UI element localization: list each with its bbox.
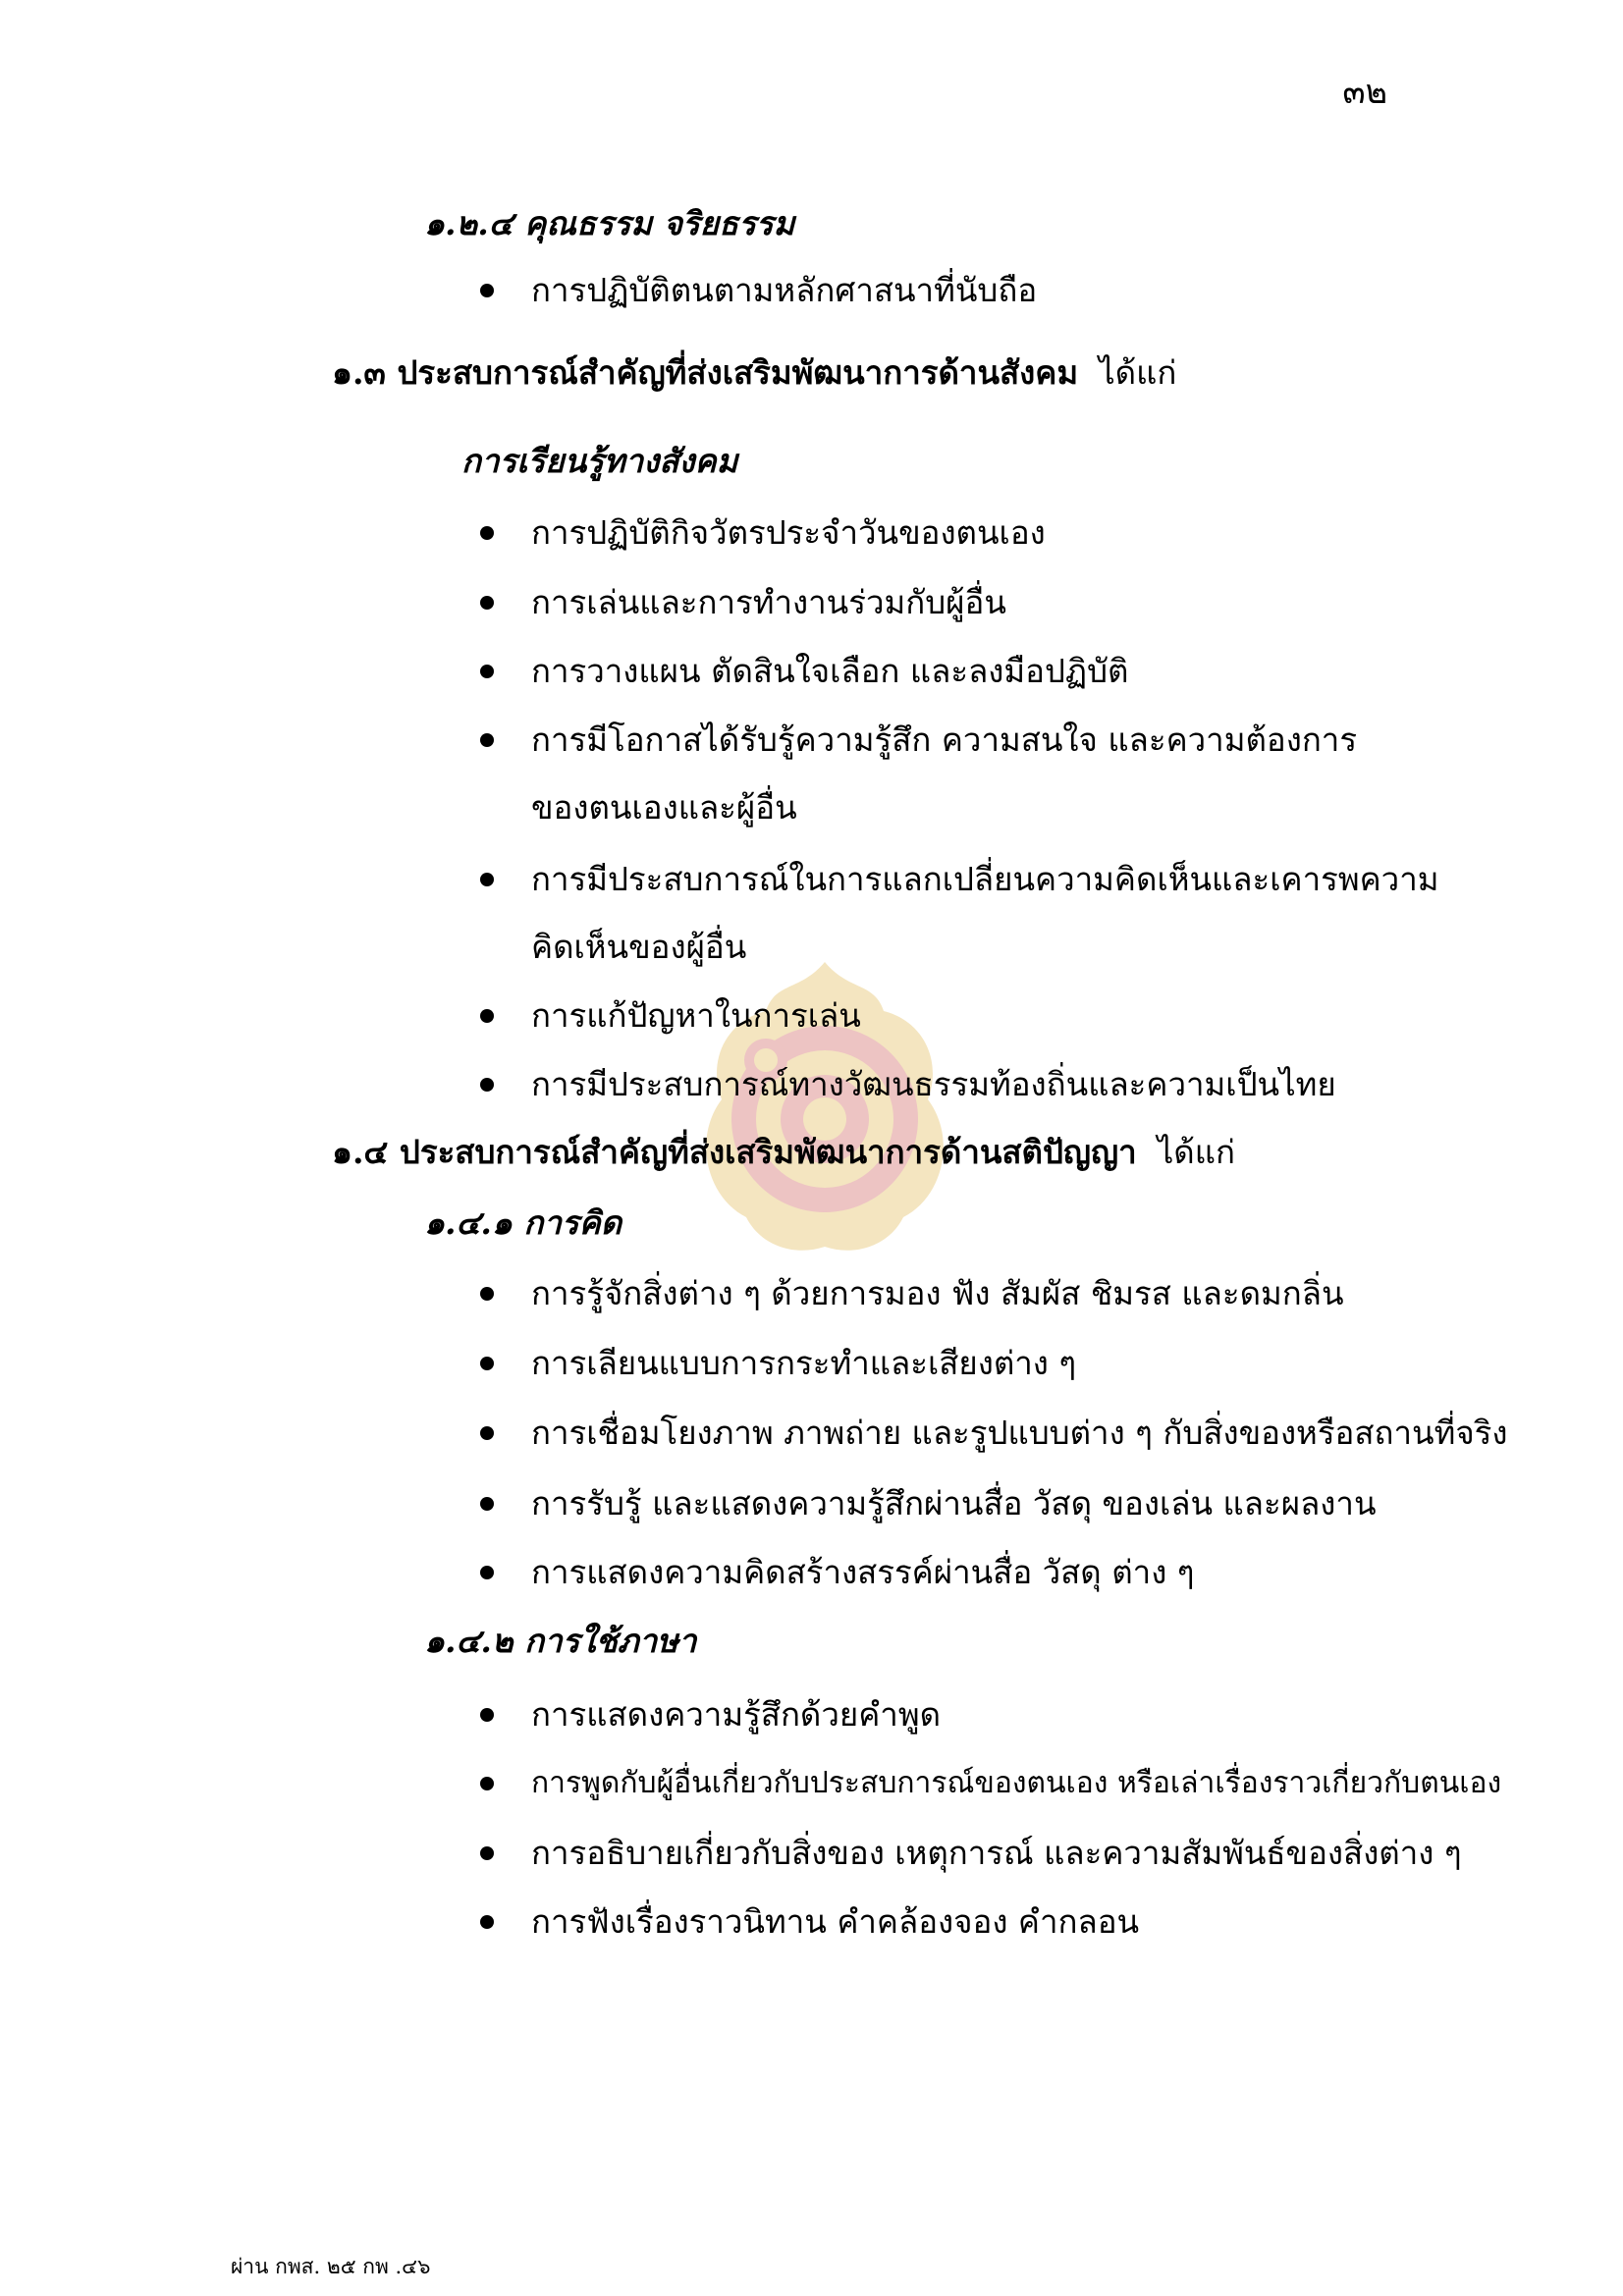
subheading-1-2-4: ๑.๒.๔ คุณธรรม จริยธรรม bbox=[424, 204, 795, 242]
heading-1-4: ๑.๔ ประสบการณ์สำคัญที่ส่งเสริมพัฒนาการด้านสติปัญญา ได้แก่ bbox=[332, 1133, 1235, 1171]
bullet-icon bbox=[480, 1777, 494, 1790]
bullet-icon bbox=[480, 873, 494, 886]
bullet-icon bbox=[480, 1708, 494, 1722]
bullet-icon bbox=[480, 665, 494, 678]
footer-note: ผ่าน กพส. ๒๕ กพ .๔๖ bbox=[231, 2255, 431, 2278]
subheading-1-4-1: ๑.๔.๑ การคิด bbox=[424, 1203, 622, 1242]
subheading-1-4-2: ๑.๔.๒ การใช้ภาษา bbox=[424, 1622, 697, 1660]
bullet-icon bbox=[480, 733, 494, 747]
bullet-icon bbox=[480, 284, 494, 297]
bullet-icon bbox=[480, 1078, 494, 1092]
bullet-icon bbox=[480, 1915, 494, 1929]
bullet-icon bbox=[480, 1009, 494, 1023]
bullet-icon bbox=[480, 1426, 494, 1440]
heading-1-3: ๑.๓ ประสบการณ์สำคัญที่ส่งเสริมพัฒนาการด้านสังคม ได้แก่ bbox=[332, 353, 1177, 392]
bullet-icon bbox=[480, 596, 494, 610]
bullet-icon bbox=[480, 1497, 494, 1511]
page-number: ๓๒ bbox=[1342, 73, 1387, 112]
bullet-icon bbox=[480, 1846, 494, 1860]
bullet-icon bbox=[480, 1287, 494, 1301]
subheading-social-learning: การเรียนรู้ทางสังคม bbox=[461, 442, 738, 480]
bullet-icon bbox=[480, 526, 494, 540]
bullet-icon bbox=[480, 1357, 494, 1370]
bullet-icon bbox=[480, 1566, 494, 1579]
